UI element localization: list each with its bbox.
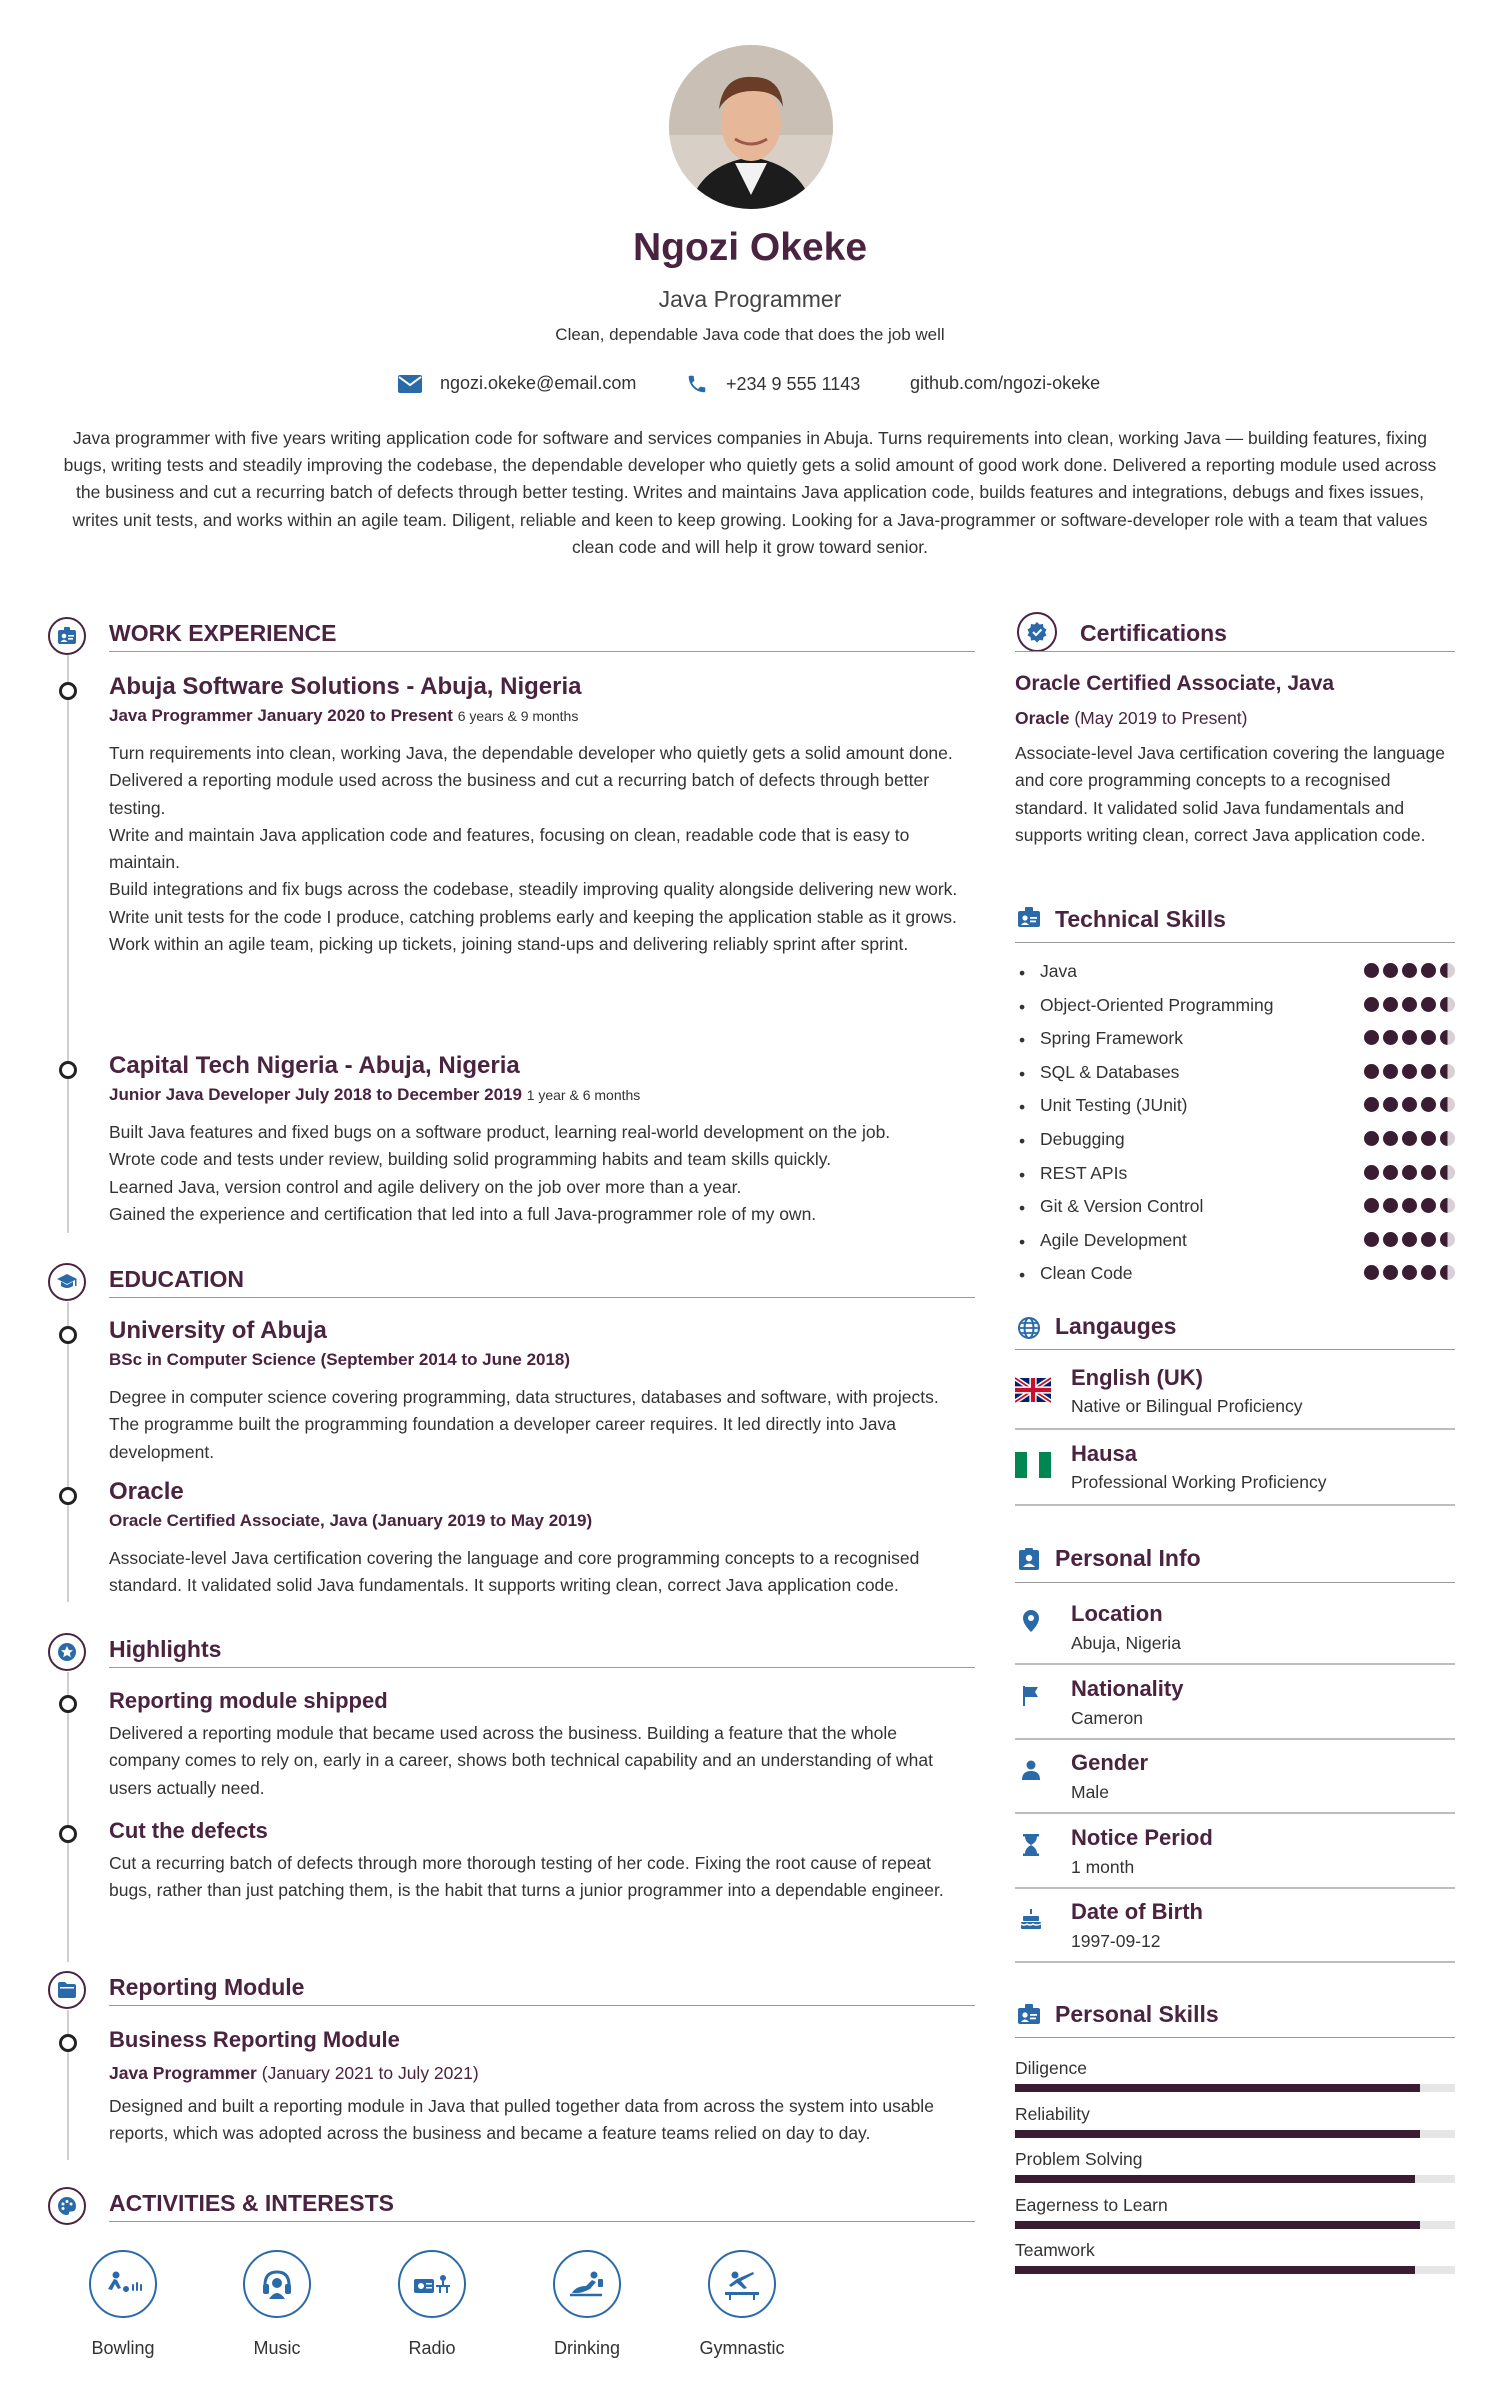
rating-dot bbox=[1421, 1097, 1436, 1112]
degree: BSc in Computer Science (September 2014 to June 2018) bbox=[109, 1350, 571, 1369]
certifications-section-icon bbox=[1017, 612, 1057, 652]
rating-dot bbox=[1383, 1131, 1398, 1146]
tagline: Clean, dependable Java code that does the job well bbox=[555, 325, 945, 344]
job-bullets bbox=[109, 740, 974, 958]
personal-skill-bar bbox=[1015, 2221, 1455, 2229]
activities-divider bbox=[109, 2221, 975, 2222]
work-heading: WORK EXPERIENCE bbox=[109, 620, 337, 646]
personal-skill-name: Problem Solving bbox=[1015, 2149, 1143, 2169]
rating-dot bbox=[1402, 997, 1417, 1012]
language-name: English (UK) bbox=[1071, 1365, 1203, 1390]
project-title: Business Reporting Module bbox=[109, 2027, 400, 2052]
rating-dot bbox=[1402, 1064, 1417, 1079]
highlights-section-icon bbox=[48, 1633, 86, 1671]
technical-skill-row bbox=[1015, 1230, 1455, 1263]
activity-label: Drinking bbox=[553, 2338, 621, 2358]
personal-skill-bar-fill bbox=[1015, 2266, 1415, 2274]
timeline-dot bbox=[59, 1825, 77, 1843]
technical-skill-name: Unit Testing (JUnit) bbox=[1040, 1095, 1188, 1116]
avatar bbox=[669, 45, 833, 209]
technical-skill-row bbox=[1015, 1028, 1455, 1061]
personal-info-value: Abuja, Nigeria bbox=[1071, 1633, 1181, 1653]
personal-skill-bar-fill bbox=[1015, 2084, 1420, 2092]
work-section-icon bbox=[48, 617, 86, 655]
technical-skill-row bbox=[1015, 961, 1455, 994]
technical-skill-row bbox=[1015, 1263, 1455, 1296]
rating-dot bbox=[1383, 1265, 1398, 1280]
activity-label: Music bbox=[253, 2338, 301, 2358]
work-divider bbox=[109, 651, 975, 652]
uk-flag bbox=[1015, 1377, 1051, 1408]
github-text: github.com/ngozi-okeke bbox=[910, 373, 1101, 393]
technical-skills-divider bbox=[1015, 942, 1455, 943]
technical-skill-name: Git & Version Control bbox=[1040, 1196, 1204, 1217]
timeline-dot bbox=[59, 682, 77, 700]
education-desc: Associate-level Java certification covering the language and core programming concepts to a recognised standard. It validated solid Java fundamentals. It supports writing clean, correct Java application code. bbox=[109, 1548, 920, 1596]
project-desc: Designed and built a reporting module in Java that pulled together data from across the system into usable reports, which was adopted across the business and became a feature teams relied on day to day. bbox=[109, 2096, 934, 2144]
personal-skill-name: Eagerness to Learn bbox=[1015, 2194, 1168, 2215]
rating-dot bbox=[1421, 997, 1436, 1012]
rating-dot bbox=[1440, 997, 1455, 1012]
contact-bar bbox=[0, 373, 1500, 403]
work-timeline bbox=[67, 655, 69, 1233]
personal-info-value: 1 month bbox=[1071, 1856, 1135, 1877]
rating-dot bbox=[1383, 1097, 1398, 1112]
flag-icon bbox=[1015, 1680, 1047, 1712]
language-divider bbox=[1015, 1504, 1455, 1506]
rating-dot bbox=[1421, 1198, 1436, 1213]
job-company: Abuja Software Solutions - Abuja, Nigeria bbox=[109, 673, 582, 700]
graduation-cap-icon bbox=[56, 1273, 78, 1291]
person-icon bbox=[1015, 1754, 1047, 1786]
job-bullets bbox=[109, 1119, 974, 1228]
music-icon bbox=[260, 2267, 294, 2301]
skill-rating bbox=[1360, 1064, 1455, 1079]
skill-rating bbox=[1360, 1198, 1455, 1213]
email-text: ngozi.okeke@email.com bbox=[440, 373, 637, 393]
activities-section-icon bbox=[48, 2187, 86, 2225]
rating-dot bbox=[1421, 1131, 1436, 1146]
personal-info-value: Cameron bbox=[1071, 1707, 1143, 1728]
personal-info-divider bbox=[1015, 1887, 1455, 1889]
timeline-dot bbox=[59, 1061, 77, 1079]
bullet: • bbox=[1019, 1063, 1026, 1084]
technical-skills-icon bbox=[1017, 906, 1041, 933]
rating-dot bbox=[1421, 1165, 1436, 1180]
personal-info-value: 1997-09-12 bbox=[1071, 1931, 1161, 1951]
technical-skill-row bbox=[1015, 1129, 1455, 1162]
technical-skill-name: REST APIs bbox=[1040, 1162, 1128, 1183]
personal-skill-bar-fill bbox=[1015, 2175, 1415, 2183]
skill-rating bbox=[1360, 1030, 1455, 1045]
rating-dot bbox=[1364, 1232, 1379, 1247]
job-title: Java Programmer bbox=[658, 286, 842, 312]
bullet: • bbox=[1019, 1265, 1026, 1286]
rating-dot bbox=[1440, 1097, 1455, 1112]
highlights-timeline bbox=[67, 1672, 69, 1962]
rating-dot bbox=[1383, 1198, 1398, 1213]
folder-icon bbox=[57, 1981, 77, 1999]
palette-icon bbox=[57, 2196, 77, 2216]
school-name: Oracle bbox=[109, 1478, 184, 1505]
activity-label: Gymnastic bbox=[699, 2338, 785, 2358]
bullet: • bbox=[1019, 1097, 1026, 1118]
rating-dot bbox=[1364, 1265, 1379, 1280]
personal-info-label: Nationality bbox=[1071, 1675, 1184, 1701]
rating-dot bbox=[1364, 1064, 1379, 1079]
project-role: Java Programmer (January 2021 to July 2021) bbox=[109, 2063, 479, 2083]
rating-dot bbox=[1440, 1030, 1455, 1045]
cake-icon bbox=[1015, 1903, 1047, 1935]
technical-skill-name: Agile Development bbox=[1040, 1229, 1187, 1250]
personal-info-divider bbox=[1015, 1961, 1455, 1963]
rating-dot bbox=[1383, 963, 1398, 978]
personal-info-label: Location bbox=[1071, 1601, 1163, 1626]
activity-item bbox=[532, 2250, 642, 2359]
email-icon bbox=[398, 375, 422, 393]
rating-dot bbox=[1383, 997, 1398, 1012]
rating-dot bbox=[1402, 1198, 1417, 1213]
highlight-desc: Cut a recurring batch of defects through more thorough testing of her code. Fixing the root cause of repeat bugs, rather than just patching them, is the habit that turns a junior programmer into a dependable engineer. bbox=[109, 1853, 944, 1901]
personal-skill-name: Reliability bbox=[1015, 2103, 1090, 2124]
skill-rating bbox=[1360, 1265, 1455, 1280]
project-section-icon bbox=[48, 1971, 86, 2009]
location-pin-icon bbox=[1015, 1605, 1047, 1637]
highlight-desc: Delivered a reporting module that became used across the business. Building a feature that the whole company comes to rely on, early in a career, shows both technical capability and an understanding of what users actually need. bbox=[109, 1723, 933, 1798]
job-bullet: Wrote code and tests under review, building solid programming habits and team skills quickly. bbox=[109, 1149, 832, 1170]
language-level: Native or Bilingual Proficiency bbox=[1071, 1396, 1303, 1416]
job-bullet: Built Java features and fixed bugs on a software product, learning real-world development on the job. bbox=[109, 1122, 891, 1142]
language-name: Hausa bbox=[1071, 1441, 1138, 1466]
skill-rating bbox=[1360, 963, 1455, 978]
language-divider bbox=[1015, 1428, 1455, 1430]
personal-skill-bar bbox=[1015, 2084, 1455, 2092]
bullet: • bbox=[1019, 1231, 1026, 1252]
education-section-icon bbox=[48, 1263, 86, 1301]
technical-skills-heading: Technical Skills bbox=[1055, 906, 1226, 932]
personal-info-divider bbox=[1015, 1582, 1455, 1583]
activity-item bbox=[68, 2250, 178, 2359]
skill-rating bbox=[1360, 997, 1455, 1012]
job-bullet: Work within an agile team, picking up tickets, joining stand-ups and delivering reliably sprint after sprint. bbox=[109, 934, 909, 955]
rating-dot bbox=[1383, 1030, 1398, 1045]
personal-info-heading: Personal Info bbox=[1055, 1545, 1201, 1571]
rating-dot bbox=[1364, 1131, 1379, 1146]
personal-skills-divider bbox=[1015, 2037, 1455, 2038]
personal-skill-bar-fill bbox=[1015, 2221, 1420, 2229]
highlights-heading: Highlights bbox=[109, 1636, 222, 1662]
personal-info-icon bbox=[1018, 1547, 1040, 1576]
technical-skill-row bbox=[1015, 995, 1455, 1028]
activities-heading: ACTIVITIES & INTERESTS bbox=[109, 2190, 394, 2216]
radio-icon bbox=[412, 2269, 452, 2299]
technical-skill-row bbox=[1015, 1095, 1455, 1128]
certifications-heading: Certifications bbox=[1080, 620, 1227, 646]
bullet: • bbox=[1019, 963, 1026, 983]
technical-skill-name: Clean Code bbox=[1040, 1263, 1133, 1284]
rating-dot bbox=[1421, 1030, 1436, 1045]
rating-dot bbox=[1364, 1030, 1379, 1045]
rating-dot bbox=[1364, 1198, 1379, 1213]
skill-rating bbox=[1360, 1131, 1455, 1146]
personal-info-value: Male bbox=[1071, 1782, 1109, 1802]
certification-issuer: Oracle (May 2019 to Present) bbox=[1015, 708, 1248, 728]
nigeria-flag bbox=[1015, 1452, 1051, 1483]
project-timeline bbox=[67, 2010, 69, 2160]
language-level: Professional Working Proficiency bbox=[1071, 1472, 1327, 1492]
timeline-dot bbox=[59, 1326, 77, 1344]
technical-skill-name: SQL & Databases bbox=[1040, 1061, 1180, 1082]
rating-dot bbox=[1364, 963, 1379, 978]
education-divider bbox=[109, 1297, 975, 1298]
job-bullet: Build integrations and fix bugs across the codebase, steadily improving quality alongside delivering new work. bbox=[109, 879, 958, 900]
certification-name: Oracle Certified Associate, Java bbox=[1015, 672, 1335, 695]
rating-dot bbox=[1402, 1165, 1417, 1180]
profile-summary: Java programmer with five years writing application code for software and services companies in Abuja. Turns requirements into clean, working Java — building features, fixing bugs, writing tests and steadily improving the codebase, the dependable developer who quietly gets a solid amount of good work done. Delivered a reporting module used across the business and cut a recurring batch of defects through better testing. Writes and maintains Java application code, builds features and integrations, debugs and fixes issues, writes unit tests, and works within an agile team. Diligent, reliable and keen to keep growing. Looking for a Java-programmer or software-developer role with a team that values clean code and will help it grow toward senior. bbox=[63, 428, 1437, 557]
drinking-icon bbox=[568, 2269, 606, 2299]
technical-skill-name: Spring Framework bbox=[1040, 1028, 1183, 1049]
activity-item bbox=[222, 2250, 332, 2359]
activity-label: Radio bbox=[408, 2338, 456, 2358]
activity-label: Bowling bbox=[91, 2338, 155, 2358]
personal-info-label: Date of Birth bbox=[1071, 1899, 1203, 1924]
rating-dot bbox=[1402, 1232, 1417, 1247]
degree: Oracle Certified Associate, Java (January 2019 to May 2019) bbox=[109, 1511, 593, 1530]
bullet: • bbox=[1019, 1164, 1026, 1185]
rating-dot bbox=[1440, 1198, 1455, 1213]
job-role: Java Programmer January 2020 to Present 6 years & 9 months bbox=[109, 706, 579, 725]
personal-info-divider bbox=[1015, 1812, 1455, 1814]
rating-dot bbox=[1402, 963, 1417, 978]
rating-dot bbox=[1421, 1265, 1436, 1280]
technical-skill-name: Object-Oriented Programming bbox=[1040, 994, 1274, 1015]
job-bullet: Learned Java, version control and agile delivery on the job over more than a year. bbox=[109, 1176, 742, 1197]
job-bullet: Write and maintain Java application code and features, focusing on clean, readable code that is easy to maintain. bbox=[109, 824, 910, 873]
highlight-title: Reporting module shipped bbox=[109, 1688, 388, 1713]
bullet: • bbox=[1019, 1131, 1026, 1151]
education-timeline bbox=[67, 1302, 69, 1602]
personal-skill-name: Diligence bbox=[1015, 2058, 1087, 2078]
rating-dot bbox=[1440, 1265, 1455, 1280]
timeline-dot bbox=[59, 1695, 77, 1713]
email-contact[interactable] bbox=[398, 373, 636, 394]
certification-desc: Associate-level Java certification covering the language and core programming concepts to a recognised standard. It validated solid Java fundamentals and supports writing clean, correct Java application code. bbox=[1015, 743, 1445, 845]
personal-skill-bar-fill bbox=[1015, 2130, 1420, 2138]
skill-rating bbox=[1360, 1097, 1455, 1112]
personal-skill-bar bbox=[1015, 2266, 1455, 2274]
highlight-title: Cut the defects bbox=[109, 1818, 268, 1843]
verified-badge-icon bbox=[1026, 621, 1048, 643]
personal-skill-name: Teamwork bbox=[1015, 2240, 1095, 2260]
candidate-name: Ngozi Okeke bbox=[632, 226, 868, 269]
rating-dot bbox=[1402, 1265, 1417, 1280]
hourglass-icon bbox=[1015, 1829, 1047, 1861]
certifications-divider bbox=[1015, 651, 1455, 652]
education-heading: EDUCATION bbox=[109, 1266, 245, 1292]
skill-rating bbox=[1360, 1165, 1455, 1180]
globe-icon bbox=[1017, 1316, 1041, 1345]
project-divider bbox=[109, 2005, 975, 2006]
star-badge-icon bbox=[57, 1642, 77, 1662]
technical-skill-row bbox=[1015, 1062, 1455, 1095]
rating-dot bbox=[1421, 1232, 1436, 1247]
technical-skill-row bbox=[1015, 1196, 1455, 1229]
project-heading: Reporting Module bbox=[109, 1974, 305, 2000]
highlights-divider bbox=[109, 1667, 975, 1668]
rating-dot bbox=[1421, 963, 1436, 978]
activity-item bbox=[377, 2250, 487, 2359]
school-name: University of Abuja bbox=[109, 1317, 327, 1344]
bowling-icon bbox=[103, 2269, 143, 2299]
personal-skill-bar bbox=[1015, 2130, 1455, 2138]
skill-rating bbox=[1360, 1232, 1455, 1247]
rating-dot bbox=[1402, 1131, 1417, 1146]
rating-dot bbox=[1364, 1165, 1379, 1180]
rating-dot bbox=[1383, 1232, 1398, 1247]
rating-dot bbox=[1364, 1097, 1379, 1112]
job-company: Capital Tech Nigeria - Abuja, Nigeria bbox=[109, 1052, 520, 1079]
phone-contact[interactable] bbox=[686, 373, 860, 395]
rating-dot bbox=[1383, 1165, 1398, 1180]
job-bullet: Turn requirements into clean, working Java, the dependable developer who quietly gets a solid amount done. bbox=[109, 743, 953, 763]
github-contact[interactable] bbox=[910, 373, 1100, 394]
personal-skill-bar bbox=[1015, 2175, 1455, 2183]
rating-dot bbox=[1440, 1232, 1455, 1247]
id-badge-icon bbox=[57, 626, 77, 646]
technical-skill-name: Java bbox=[1040, 961, 1077, 981]
personal-info-label: Gender bbox=[1071, 1750, 1149, 1775]
rating-dot bbox=[1440, 1131, 1455, 1146]
rating-dot bbox=[1421, 1064, 1436, 1079]
bullet: • bbox=[1019, 1198, 1026, 1219]
personal-info-divider bbox=[1015, 1663, 1455, 1665]
bullet: • bbox=[1019, 1030, 1026, 1051]
personal-skills-heading: Personal Skills bbox=[1055, 2001, 1219, 2027]
personal-skills-icon bbox=[1017, 2003, 1041, 2030]
job-bullet: Gained the experience and certification that led into a full Java-programmer role of my own. bbox=[109, 1203, 817, 1224]
timeline-dot bbox=[59, 2034, 77, 2052]
languages-heading: Langauges bbox=[1055, 1313, 1177, 1339]
bullet: • bbox=[1019, 996, 1026, 1017]
rating-dot bbox=[1440, 1165, 1455, 1180]
languages-divider bbox=[1015, 1349, 1455, 1350]
rating-dot bbox=[1402, 1097, 1417, 1112]
phone-icon bbox=[686, 373, 708, 395]
rating-dot bbox=[1440, 1064, 1455, 1079]
activity-item bbox=[687, 2250, 797, 2359]
rating-dot bbox=[1440, 963, 1455, 978]
job-role: Junior Java Developer July 2018 to December 2019 1 year & 6 months bbox=[109, 1085, 641, 1104]
phone-text: +234 9 555 1143 bbox=[726, 373, 861, 394]
personal-info-divider bbox=[1015, 1738, 1455, 1740]
rating-dot bbox=[1402, 1030, 1417, 1045]
education-desc: Degree in computer science covering programming, data structures, databases and software, with projects. The programme built the programming foundation a developer career requires. It led directly into Java development. bbox=[109, 1387, 939, 1462]
technical-skill-name: Debugging bbox=[1040, 1129, 1125, 1149]
timeline-dot bbox=[59, 1487, 77, 1505]
rating-dot bbox=[1364, 997, 1379, 1012]
job-bullet: Write unit tests for the code I produce, catching problems early and keeping the application stable as it grows. bbox=[109, 906, 957, 927]
rating-dot bbox=[1383, 1064, 1398, 1079]
personal-info-label: Notice Period bbox=[1071, 1824, 1213, 1850]
gymnastic-icon bbox=[723, 2268, 761, 2300]
job-bullet: Delivered a reporting module used across the business and cut a recurring batch of defects through better testing. bbox=[109, 770, 930, 818]
technical-skill-row bbox=[1015, 1163, 1455, 1196]
